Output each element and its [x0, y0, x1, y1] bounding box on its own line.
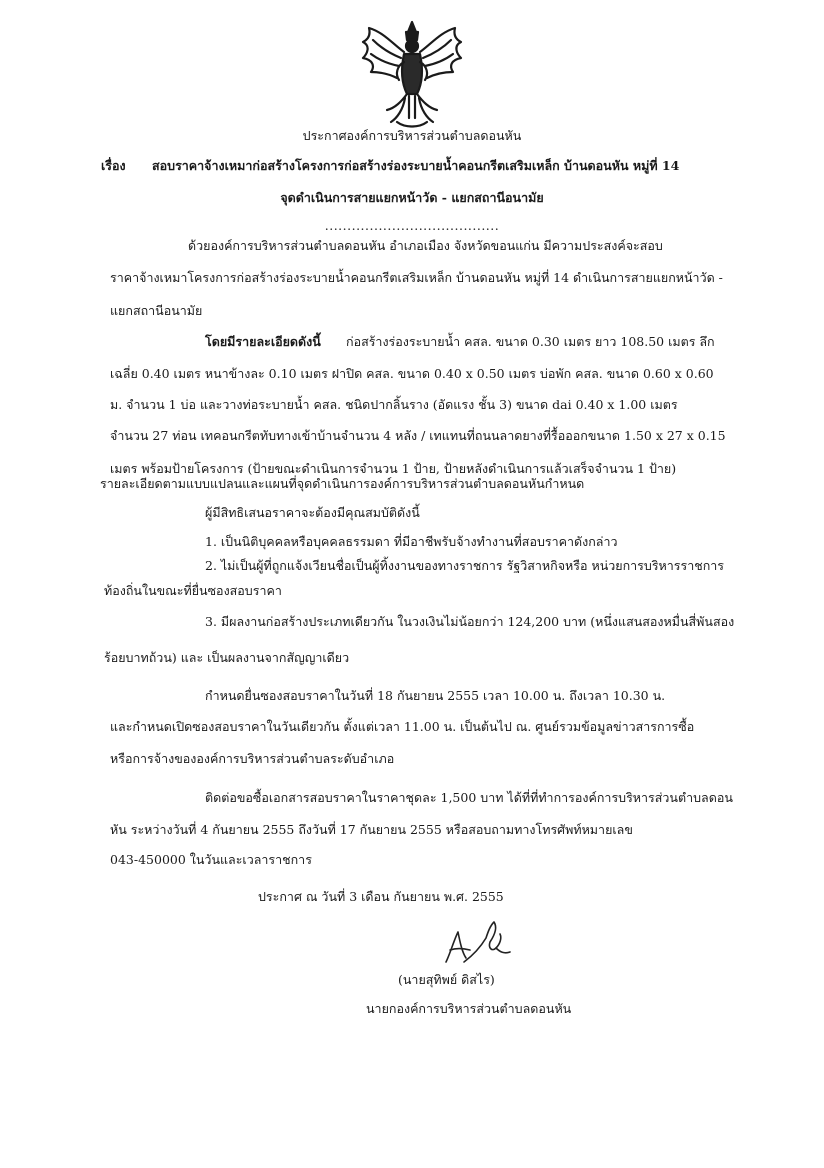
intro-line-3: แยกสถานีอนามัย	[110, 303, 203, 318]
details-line-3: ม. จำนวน 1 บ่อ และวางท่อระบายน้ำ คสล. ชนิดปากลิ้นราง (อัดแรง ชั้น 3) ขนาด dai 0.40 x 1.00 เมตร	[110, 397, 678, 412]
qualification-2: 2. ไม่เป็นผู้ที่ถูกแจ้งเวียนชื่อเป็นผู้ทิ้งงานของทางราชการ รัฐวิสาหกิจหรือ หน่วยการบริหารราชการ	[205, 558, 725, 573]
qualification-3-cont: ร้อยบาทถ้วน) และ เป็นผลงานจากสัญญาเดียว	[104, 650, 350, 665]
details-line-4: จำนวน 27 ท่อน เทคอนกรีตทับทางเข้าบ้านจำนวน 4 หลัง / เทแทนที่ถนนลาดยางที่รื้อออกขนาด 1.50 x 27 x 0.15	[110, 428, 726, 443]
org-announcement-title: ประกาศองค์การบริหารส่วนตำบลดอนหัน	[302, 128, 522, 143]
contact-line-3: 043-450000 ในวันและเวลาราชการ	[110, 852, 312, 867]
signer-name: (นายสุทิพย์ ดิสไร)	[398, 972, 495, 987]
signer-title: นายกองค์การบริหารส่วนตำบลดอนหัน	[366, 1001, 572, 1016]
schedule-line-1: กำหนดยื่นซองสอบราคาในวันที่ 18 กันยายน 2555 เวลา 10.00 น. ถึงเวลา 10.30 น.	[205, 688, 666, 703]
details-line-2: เฉลี่ย 0.40 เมตร หนาข้างละ 0.10 เมตร ฝาปิด คสล. ขนาด 0.40 x 0.50 เมตร บ่อพัก คสล. ขนาด 0.60 x 0.60	[110, 366, 714, 381]
schedule-line-3: หรือการจ้างขององค์การบริหารส่วนตำบลระดับอำเภอ	[110, 751, 395, 766]
garuda-emblem-icon	[357, 18, 467, 130]
details-line-5: เมตร พร้อมป้ายโครงการ (ป้ายขณะดำเนินการจำนวน 1 ป้าย, ป้ายหลังดำเนินการแล้วเสร็จจำนวน 1 ป้าย)	[110, 461, 677, 476]
qualification-1: 1. เป็นนิติบุคคลหรือบุคคลธรรมดา ที่มีอาชีพรับจ้างทำงานที่สอบราคาดังกล่าว	[205, 534, 618, 549]
announcement-date: ประกาศ ณ วันที่ 3 เดือน กันยายน พ.ศ. 2555	[258, 889, 504, 904]
signature-icon	[440, 918, 520, 970]
qualifications-heading: ผู้มีสิทธิเสนอราคาจะต้องมีคุณสมบัติดังนี้	[205, 505, 420, 520]
subject-text: สอบราคาจ้างเหมาก่อสร้างโครงการก่อสร้างร่องระบายน้ำคอนกรีตเสริมเหล็ก บ้านดอนหัน หมู่ที่ 14	[152, 158, 680, 173]
details-label: โดยมีรายละเอียดดังนี้	[205, 334, 321, 349]
intro-line-2: ราคาจ้างเหมาโครงการก่อสร้างร่องระบายน้ำคอนกรีตเสริมเหล็ก บ้านดอนหัน หมู่ที่ 14 ดำเนินการสายแยกหน้าวัด -	[110, 270, 723, 285]
contact-line-1: ติดต่อขอซื้อเอกสารสอบราคาในราคาชุดละ 1,500 บาท ได้ที่ที่ทำการองค์การบริหารส่วนตำบลดอน	[205, 790, 733, 805]
details-line-1: ก่อสร้างร่องระบายน้ำ คสล. ขนาด 0.30 เมตร ยาว 108.50 เมตร ลึก	[346, 334, 715, 349]
header-divider: .......................................	[324, 218, 500, 233]
qualification-3: 3. มีผลงานก่อสร้างประเภทเดียวกัน ในวงเงินไม่น้อยกว่า 124,200 บาท (หนึ่งแสนสองหมื่นสี่พันสอง	[205, 614, 735, 629]
qualification-2-cont: ท้องถิ่นในขณะที่ยื่นซองสอบราคา	[104, 583, 282, 598]
contact-line-2: หัน ระหว่างวันที่ 4 กันยายน 2555 ถึงวันที่ 17 กันยายน 2555 หรือสอบถามทางโทรศัพท์หมายเลข	[110, 822, 633, 837]
intro-line-1: ด้วยองค์การบริหารส่วนตำบลดอนหัน อำเภอเมือง จังหวัดขอนแก่น มีความประสงค์จะสอบ	[188, 238, 663, 253]
schedule-line-2: และกำหนดเปิดซองสอบราคาในวันเดียวกัน ตั้งแต่เวลา 11.00 น. เป็นต้นไป ณ. ศูนย์รวมข้อมูลข่าวสารการซื้อ	[110, 719, 695, 734]
details-line-6: รายละเอียดตามแบบแปลนและแผนที่จุดดำเนินการองค์การบริหารส่วนตำบลดอนหันกำหนด	[100, 476, 585, 491]
subject-label: เรื่อง	[101, 158, 126, 173]
subject-continuation: จุดดำเนินการสายแยกหน้าวัด - แยกสถานีอนามัย	[280, 190, 544, 205]
